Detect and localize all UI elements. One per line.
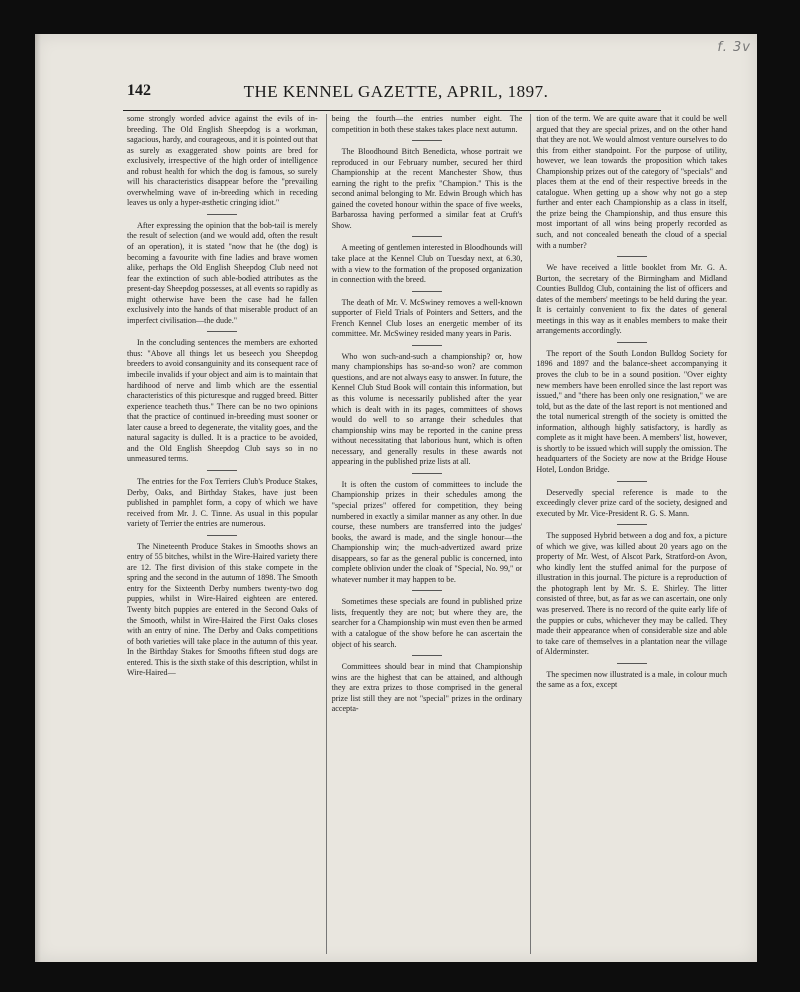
paragraph-separator: [412, 473, 442, 474]
article-paragraph: After expressing the opinion that the bob-tail is merely the result of selection (and we would add, often the result of an operation), it is stated "now that he (the dog) is becoming a favourite with fine ladies and brave women alike, perhaps the Old English Sheepdog Club need not fear the extinction of such able-bodied attributes as the present-day Sheepdog possesses, at all events so rapidly as might otherwise have been the case had he fallen exclusively into the hands of that miserable product of an imperfect civilisation—the dude.": [127, 220, 318, 325]
article-paragraph: some strongly worded advice against the evils of in-breeding. The Old English Sheepdog is a workman, sagacious, hardy, and courageous, and it is pointed out that as surely as exaggerated show points are bred for exclusively, irrespective of the high order of intelligence and robust health for which the dog is famous, so surely will his characteristics disappear before the "prevailing overwhelming wave of in-breeding which in receding leaves us only a hyper-æsthetic cringing idiot.": [127, 114, 318, 208]
paragraph-separator: [412, 140, 442, 141]
article-paragraph: Committees should bear in mind that Championship wins are the highest that can be attained, and although they are extra prizes to those comprised in the general prize list still they are not "special" prizes in the ordinary accepta-: [331, 662, 523, 714]
paragraph-separator: [412, 345, 442, 346]
paragraph-separator: [207, 214, 237, 215]
article-paragraph: The supposed Hybrid between a dog and fox, a picture of which we give, was killed about 20 years ago on the property of Mr. West, of Alscot Park, Stratford-on Avon, who kindly lent the stuffed animal for the purpose of illustration in this journal. The picture is a reproduction of the photograph lent by Mr. S. E. Shirley. The litter consisted of three, but, as far as we can ascertain, one only was preserved. There is no record of the quite early life of the puppies or cubs, whichever they may be called. They made their appearance when of considerable size and able to take care of themselves in a plantation near the village of Alderminster.: [536, 531, 728, 657]
article-paragraph: The Nineteenth Produce Stakes in Smooths shows an entry of 55 bitches, whilst in the Wire-Haired variety there are 12. The first division of this stake compete in the spring and the second in the autumn of 1898. The Smooth entry for the Sixteenth Derby numbers twenty-two dog puppies, whilst in Wire-Haired eighteen are entered. Twenty bitch puppies are entered in the Second Oaks of the Smooth, whilst in Wire-Haired the First Oaks closes with an entry of nine. The Derby and Oaks competitions of both varieties will take place in the autumn of this year. In the Birthday Stakes for Smooths fifteen stud dogs are entered. This is the sixth stake of this description, whilst in Wire-Haired—: [127, 541, 318, 678]
article-paragraph: We have received a little booklet from Mr. G. A. Burton, the secretary of the Birmingham and Midland Counties Bulldog Club, containing the list of officers and dates of the members' meetings to be held during the year. It is certainly convenient to fix the dates of general meetings in this way as it enables members to make their arrangements accordingly.: [536, 263, 728, 336]
article-paragraph: It is often the custom of committees to include the Championship prizes in their schedules among the "special prizes" offered for competition, they being numbered in exactly a similar manner as any other. In due course, these numbers are transferred into the judges' books, the award is made, and the single honour—the Championship win; the much-advertized award prize disappears, so far as the general public is concerned, into complete oblivion under the cloak of "Special, No. 99," or whatever number it may happen to be.: [331, 479, 523, 584]
paragraph-separator: [412, 291, 442, 292]
article-paragraph: A meeting of gentlemen interested in Bloodhounds will take place at the Kennel Club on Tuesday next, at 6.30, with a view to the formation of the proposed organization in connection with the breed.: [331, 243, 523, 285]
paragraph-separator: [617, 663, 647, 664]
article-paragraph: tion of the term. We are quite aware that it could be well argued that they are special prizes, and on the other hand that they are not. We would almost venture ourselves to do this from either standpoint. For the purpose of utility, however, we lean towards the proposition which takes Championship prizes out of the category of "specials" and places them at the end of their respective breeds in the catalogue. When getting up a show why not go a step further and enter each Championship as a class in itself, the prize being the Championship, and thus ensure this most important of all wins being properly recorded as such, and not concealed beneath the cloud of a special with a number?: [536, 114, 728, 250]
paragraph-separator: [207, 535, 237, 536]
paragraph-separator: [617, 524, 647, 525]
page-number: 142: [127, 82, 151, 99]
column-3: [530, 114, 727, 954]
article-paragraph: The Bloodhound Bitch Benedicta, whose portrait we reproduced in our February number, secured her third Championship at the recent Manchester Show, thus earning the right to the prefix "Champion." This is the second animal belonging to Mr. Edwin Brough which has gained the coveted honour within the space of five weeks, Barbarossa having performed a similar feat at Cruft's Show.: [331, 147, 523, 230]
column-1: [127, 114, 318, 954]
header-rule: [123, 110, 661, 111]
publication-title: THE KENNEL GAZETTE, APRIL, 1897.: [243, 82, 549, 101]
paragraph-separator: [412, 236, 442, 237]
scan-shadow: [35, 34, 41, 962]
column-2: [326, 114, 523, 954]
article-paragraph: Sometimes these specials are found in published prize lists, frequently they are not; but where they are, the searcher for a Championship win must even then be armed with a catalogue of the show before he can ascertain the object of his search.: [331, 597, 523, 649]
article-paragraph: The entries for the Fox Terriers Club's Produce Stakes, Derby, Oaks, and Birthday Stakes, have just been published in pamphlet form, a copy of which we have received from Mr. J. C. Tinne. As usual in this popular variety of Terrier the entries are numerous.: [127, 476, 318, 529]
paragraph-separator: [207, 331, 237, 332]
article-paragraph: The specimen now illustrated is a male, in colour much the same as a fox, except: [536, 669, 728, 690]
paragraph-separator: [412, 655, 442, 656]
page-header: [87, 82, 705, 108]
text-columns: [127, 114, 727, 954]
paragraph-separator: [412, 590, 442, 591]
paragraph-separator: [617, 342, 647, 343]
paragraph-separator: [207, 470, 237, 471]
article-paragraph: The death of Mr. V. McSwiney removes a well-known supporter of Field Trials of Pointers and Setters, and the French Kennel Club loses an energetic member of its committee. Mr. McSwiney resided many years in Paris.: [331, 297, 523, 339]
article-paragraph: being the fourth—the entries number eight. The competition in both these stakes takes place next autumn.: [331, 114, 523, 134]
folio-annotation: f. 3v: [717, 40, 751, 55]
article-paragraph: In the concluding sentences the members are exhorted thus: "Above all things let us beseech you Sheepdog breeders to avoid consanguinity and its consequent race of imbecile invalids if your object and aim is to maintain that hardihood of nerve and limb which are the essential characteristics of this picturesque and rugged breed. Bitter experience teacheth thus." There can be no two opinions that the practice of continued in-breeding must sooner or later cause a breed to degenerate, the vitality goes, and the natural sagacity is dulled. It is a practice to be avoided, and the Old English Sheepdog Club says so in no unmeasured terms.: [127, 338, 318, 464]
newspaper-page: [35, 34, 757, 962]
article-paragraph: Who won such-and-such a championship? or, how many championships has so-and-so won? are common questions, and are not always easy to answer. In future, the Kennel Club Stud Book will contain this information, but as this volume is necessarily published after the year which is dealt with in its pages, committees of shows would do well to so arrange their schedules that championship wins may be reported in the canine press without necessitating that laborious hunt, which is often necessary, and generally results in these awards not appearing in the published prize lists at all.: [331, 351, 523, 467]
paragraph-separator: [617, 481, 647, 482]
article-paragraph: The report of the South London Bulldog Society for 1896 and 1897 and the balance-sheet accompanying it proves the club to be in a sound position. "Over eighty new members have been enrolled since the last report was issued," and "there has been only one resignation," we are told, but as the date of the last report is not mentioned and the total numerical strength of the society is omitted the information, although highly satisfactory, is hardly as complete as it might have been. A members' list, however, is shortly to be issued which will supply the omission. The headquarters of the Society are now at the Bridge House Hotel, London Bridge.: [536, 348, 728, 474]
article-paragraph: Deservedly special reference is made to the exceedingly clever prize card of the society, designed and executed by Mr. Vice-President R. G. S. Mann.: [536, 487, 728, 518]
paragraph-separator: [617, 256, 647, 257]
